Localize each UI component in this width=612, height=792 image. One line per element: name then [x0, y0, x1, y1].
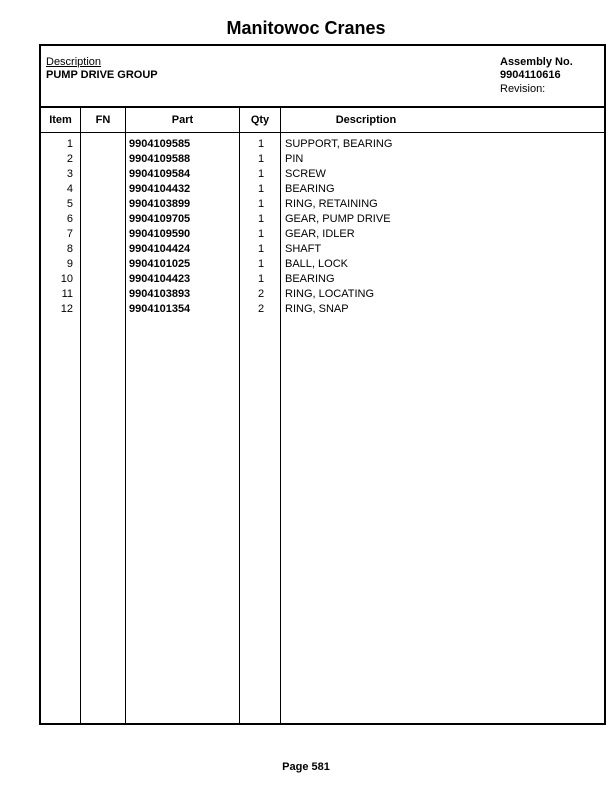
quantity-cell: 1	[257, 243, 265, 255]
item-number-cell: 10	[60, 273, 73, 285]
item-number-cell: 5	[66, 198, 73, 210]
item-number-cell: 7	[66, 228, 73, 240]
item-number-cell: 6	[66, 213, 73, 225]
item-number-cell: 1	[66, 138, 73, 150]
description-value: PUMP DRIVE GROUP	[46, 69, 158, 81]
part-number-cell: 9904101025	[129, 258, 191, 270]
table-row	[41, 137, 604, 152]
description-cell: RING, RETAINING	[285, 198, 378, 210]
item-number-cell: 4	[66, 183, 73, 195]
description-cell: BEARING	[285, 183, 335, 195]
description-label: Description	[46, 56, 102, 68]
table-row	[41, 212, 604, 227]
quantity-cell: 1	[257, 138, 265, 150]
page-number: Page 581	[282, 761, 330, 773]
revision-label: Revision:	[500, 83, 546, 95]
table-row	[41, 287, 604, 302]
item-number-cell: 3	[66, 168, 73, 180]
table-row	[41, 257, 604, 272]
part-number-cell: 9904101354	[129, 303, 191, 315]
part-number-cell: 9904109584	[129, 168, 191, 180]
column-header-part: Part	[171, 114, 194, 126]
quantity-cell: 1	[257, 273, 265, 285]
description-cell: SHAFT	[285, 243, 322, 255]
parts-list-frame	[39, 44, 606, 725]
item-number-cell: 9	[66, 258, 73, 270]
quantity-cell: 2	[257, 303, 265, 315]
table-row	[41, 182, 604, 197]
column-header-qty: Qty	[250, 114, 270, 126]
table-row	[41, 167, 604, 182]
column-header-item: Item	[49, 114, 72, 126]
description-cell: SCREW	[285, 168, 326, 180]
description-cell: GEAR, IDLER	[285, 228, 355, 240]
part-number-cell: 9904104423	[129, 273, 191, 285]
description-cell: BEARING	[285, 273, 335, 285]
item-number-cell: 8	[66, 243, 73, 255]
part-number-cell: 9904103893	[129, 288, 191, 300]
description-cell: RING, LOCATING	[285, 288, 375, 300]
quantity-cell: 1	[257, 168, 265, 180]
description-cell: GEAR, PUMP DRIVE	[285, 213, 391, 225]
table-row	[41, 152, 604, 167]
table-row	[41, 272, 604, 287]
table-row	[41, 242, 604, 257]
quantity-cell: 1	[257, 258, 265, 270]
description-cell: PIN	[285, 153, 304, 165]
description-cell: SUPPORT, BEARING	[285, 138, 393, 150]
document-title: Manitowoc Cranes	[226, 18, 386, 38]
table-row	[41, 197, 604, 212]
column-header-description: Description	[335, 114, 397, 126]
part-number-cell: 9904109705	[129, 213, 191, 225]
quantity-cell: 1	[257, 213, 265, 225]
part-number-cell: 9904103899	[129, 198, 191, 210]
part-number-cell: 9904104432	[129, 183, 191, 195]
part-number-cell: 9904109588	[129, 153, 191, 165]
quantity-cell: 1	[257, 228, 265, 240]
assembly-number-value: 9904110616	[500, 69, 561, 81]
quantity-cell: 1	[257, 198, 265, 210]
quantity-cell: 1	[257, 153, 265, 165]
part-number-cell: 9904104424	[129, 243, 191, 255]
table-row	[41, 302, 604, 317]
description-cell: RING, SNAP	[285, 303, 349, 315]
item-number-cell: 2	[66, 153, 73, 165]
item-number-cell: 12	[60, 303, 73, 315]
column-header-fn: FN	[95, 114, 111, 126]
quantity-cell: 1	[257, 183, 265, 195]
parts-table-body	[41, 137, 604, 317]
part-number-cell: 9904109585	[129, 138, 191, 150]
quantity-cell: 2	[257, 288, 265, 300]
assembly-header	[41, 46, 604, 108]
item-number-cell: 11	[61, 288, 73, 300]
description-cell: BALL, LOCK	[285, 258, 348, 270]
part-number-cell: 9904109590	[129, 228, 191, 240]
assembly-number-label: Assembly No.	[500, 56, 573, 68]
table-row	[41, 227, 604, 242]
